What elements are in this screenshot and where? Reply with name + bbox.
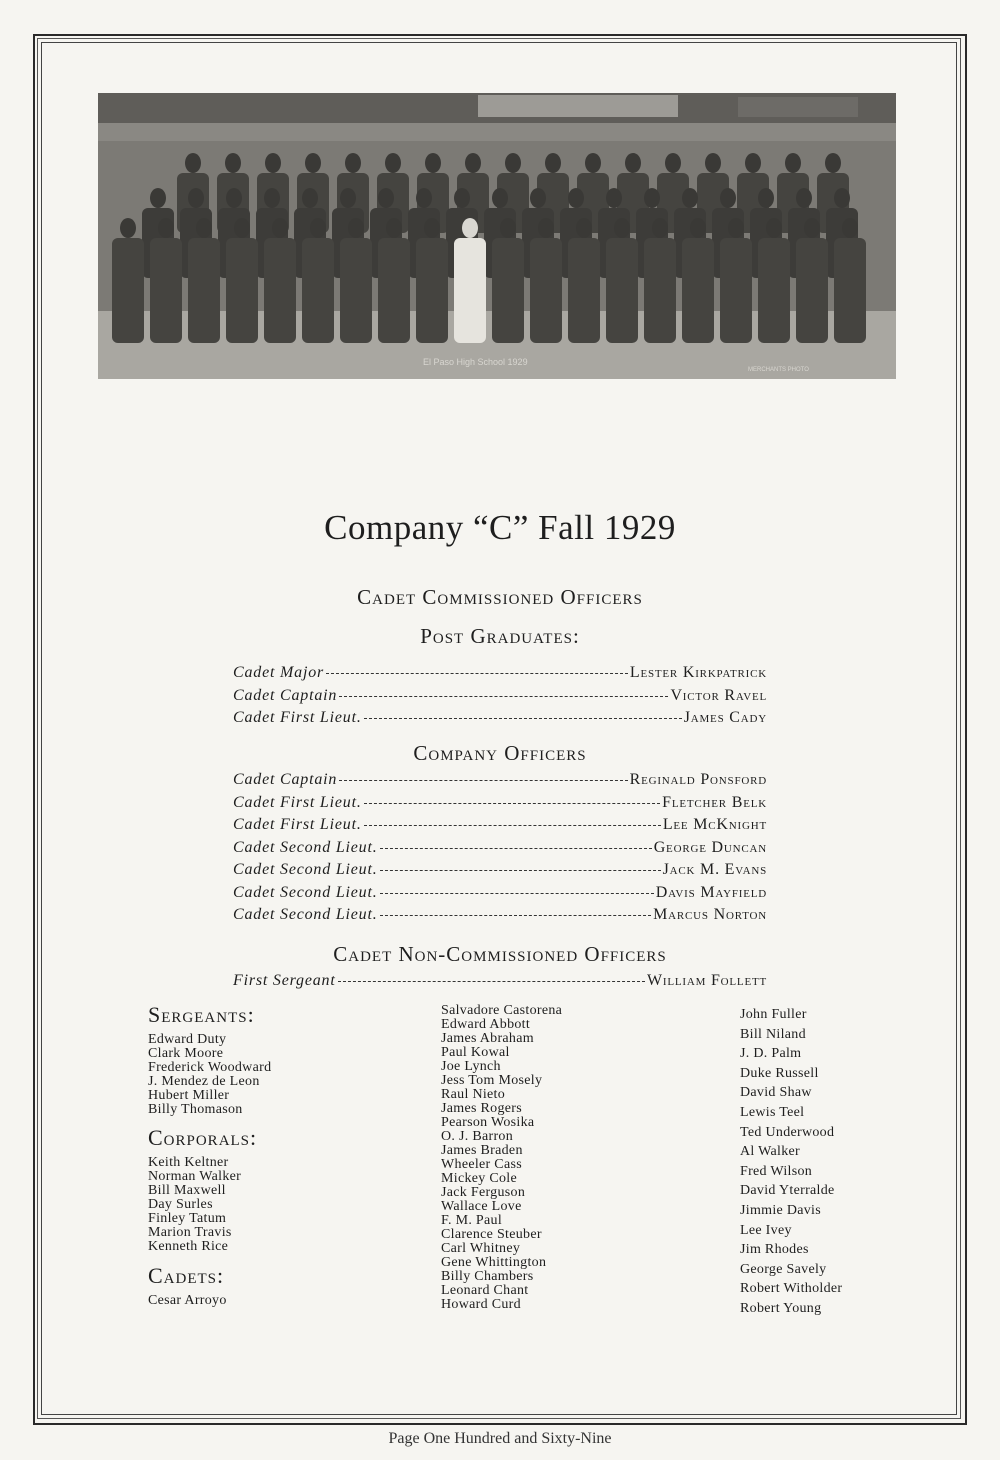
cadet-figure-body [454, 238, 486, 343]
officer-name: Marcus Norton [653, 906, 767, 923]
cadet-figure-body [568, 238, 600, 343]
section-commissioned-heading: Cadet Commissioned Officers [357, 585, 643, 609]
corporal-name: Finley Tatum [148, 1211, 227, 1226]
cadet-figure-head [416, 188, 432, 208]
corporals-heading: Corporals: [148, 1125, 258, 1150]
cadet-name: Raul Nieto [441, 1087, 506, 1102]
dot-leader [364, 825, 661, 826]
cadet-figure-head [340, 188, 356, 208]
cadet-name: Billy Chambers [441, 1269, 534, 1284]
cadet-figure-head [690, 218, 706, 238]
cadet-name: O. J. Barron [441, 1129, 514, 1144]
cadet-figure-head [834, 188, 850, 208]
cadet-figure-body [492, 238, 524, 343]
cadet-figure-head [385, 153, 401, 173]
officer-row [233, 709, 767, 731]
officer-rank: Cadet Second Lieut. [233, 861, 378, 878]
officer-row [233, 794, 767, 816]
cadet-figure-body [720, 238, 752, 343]
officer-row [233, 664, 767, 686]
officer-row [233, 687, 767, 709]
officer-row [233, 816, 767, 838]
cadet-name: Joe Lynch [441, 1059, 501, 1074]
officer-name: Fletcher Belk [662, 793, 767, 811]
dot-leader [339, 696, 668, 697]
cadet-figure-body [644, 238, 676, 343]
cadet-name: Paul Kowal [441, 1045, 510, 1060]
cadet-figure-head [665, 153, 681, 173]
dot-leader [380, 848, 652, 849]
cadet-figure-head [234, 218, 250, 238]
cadet-name: David Yterralde [740, 1183, 835, 1199]
cadet-figure-head [454, 188, 470, 208]
dot-leader [364, 803, 661, 804]
cadet-figure-head [766, 218, 782, 238]
cadet-name: J. D. Palm [740, 1046, 802, 1062]
cadet-figure-head [188, 188, 204, 208]
officer-name: Davis Mayfield [655, 883, 767, 901]
cadet-name: Wallace Love [441, 1199, 522, 1214]
cadet-figure-head [842, 218, 858, 238]
cadet-figure-body [682, 238, 714, 343]
cadet-name: Fred Wilson [740, 1163, 813, 1179]
photo-caption: El Paso High School 1929 [423, 357, 528, 367]
cadet-figure-head [728, 218, 744, 238]
cadet-name: Lewis Teel [740, 1104, 805, 1120]
cadet-name: Robert Witholder [740, 1281, 843, 1297]
officer-row [233, 861, 767, 883]
officer-name: Reginald Ponsford [629, 771, 767, 788]
cadet-figure-head [345, 153, 361, 173]
officer-name: George Duncan [653, 838, 767, 856]
cadet-name: Edward Abbott [441, 1017, 531, 1032]
corporal-name: Bill Maxwell [148, 1183, 226, 1198]
cadet-figure-head [625, 153, 641, 173]
cadet-figure-head [120, 218, 136, 238]
cadet-name: Jess Tom Mosely [441, 1073, 543, 1088]
officer-rank: Cadet Second Lieut. [233, 906, 378, 923]
corporal-name: Marion Travis [148, 1225, 232, 1240]
cadet-figure-head [264, 188, 280, 208]
cadet-figure-head [705, 153, 721, 173]
officer-rank: First Sergeant [233, 972, 336, 989]
cadet-figure-head [185, 153, 201, 173]
cadet-name: James Rogers [441, 1101, 522, 1116]
cadet-name: Jimmie Davis [740, 1202, 821, 1218]
sergeants-list [148, 1033, 271, 1117]
officer-rank: Cadet Major [233, 664, 325, 681]
cadet-name: Howard Curd [441, 1297, 521, 1312]
cadet-figure-body [226, 238, 258, 343]
cadet-figure-head [425, 153, 441, 173]
cadet-name: Cesar Arroyo [148, 1293, 227, 1308]
first-sergeant-row [233, 972, 767, 994]
cadet-figure-head [265, 153, 281, 173]
cadet-name: Robert Young [740, 1300, 822, 1316]
cadet-figure-head [465, 153, 481, 173]
cadet-name: Jack Ferguson [441, 1185, 526, 1200]
cadet-figure-head [576, 218, 592, 238]
cadet-name: Clarence Steuber [441, 1227, 542, 1242]
page-footer: Page One Hundred and Sixty-Nine [388, 1430, 612, 1447]
officer-rank: Cadet First Lieut. [233, 816, 362, 833]
cadet-figure-head [378, 188, 394, 208]
section-company-heading: Company Officers [413, 741, 587, 765]
officer-rank: Cadet Second Lieut. [233, 883, 378, 901]
sergeant-name: Frederick Woodward [148, 1060, 272, 1075]
cadet-figure-body [302, 238, 334, 343]
dot-leader [380, 893, 654, 894]
corporals-list [148, 1156, 241, 1254]
cadet-figure-head [796, 188, 812, 208]
cadet-name: Salvadore Castorena [441, 1003, 563, 1018]
cadet-name: Bill Niland [740, 1026, 806, 1042]
cadet-name: Duke Russell [740, 1065, 819, 1081]
cadet-figure-body [340, 238, 372, 343]
sergeant-name: Edward Duty [148, 1032, 227, 1047]
cadet-figure-body [796, 238, 828, 343]
cadet-figure-head [644, 188, 660, 208]
dot-leader [326, 673, 628, 674]
cadet-figure-head [614, 218, 630, 238]
cadet-figure-head [785, 153, 801, 173]
cadet-name: Carl Whitney [441, 1241, 521, 1256]
officer-row [233, 884, 767, 906]
cadet-figure-head [348, 218, 364, 238]
corporal-name: Day Surles [148, 1197, 213, 1212]
cadet-figure-head [386, 218, 402, 238]
cadet-figure-body [834, 238, 866, 343]
cadet-figure-head [150, 188, 166, 208]
cadet-figure-head [424, 218, 440, 238]
dot-leader [338, 981, 645, 982]
sergeant-name: Billy Thomason [148, 1102, 243, 1117]
cadet-figure-head [545, 153, 561, 173]
cadet-figure-head [272, 218, 288, 238]
officer-row [233, 906, 767, 928]
corporal-name: Kenneth Rice [148, 1239, 229, 1254]
officer-row [233, 771, 767, 793]
cadet-name: Mickey Cole [441, 1171, 518, 1186]
dot-leader [380, 870, 661, 871]
cadet-figure-head [538, 218, 554, 238]
officer-rank: Cadet First Lieut. [233, 793, 362, 811]
cadet-figure-body [112, 238, 144, 343]
cadet-name: Leonard Chant [441, 1283, 529, 1298]
cadet-figure-head [585, 153, 601, 173]
cadet-figure-body [606, 238, 638, 343]
officer-name: William Follett [646, 972, 767, 989]
officer-name: Lester Kirkpatrick [629, 664, 767, 681]
cadet-name: George Savely [740, 1261, 827, 1277]
cadet-figure-head [825, 153, 841, 173]
officer-rank: Cadet First Lieut. [233, 709, 362, 726]
officer-name: James Cady [683, 709, 767, 726]
cadet-figure-head [720, 188, 736, 208]
dot-leader [364, 718, 682, 719]
cadet-figure-head [492, 188, 508, 208]
sergeant-name: J. Mendez de Leon [148, 1074, 260, 1089]
cadets-heading: Cadets: [148, 1263, 225, 1288]
officer-rank: Cadet Captain [233, 686, 338, 704]
cadet-name: F. M. Paul [441, 1213, 503, 1228]
sergeants-heading: Sergeants: [148, 1002, 255, 1027]
cadet-figure-head [500, 218, 516, 238]
cadet-figure-body [188, 238, 220, 343]
section-noncom-heading: Cadet Non-Commissioned Officers [333, 942, 667, 966]
cadet-name: Al Walker [740, 1144, 801, 1160]
cadet-name: James Braden [441, 1143, 523, 1158]
cadet-figure-head [462, 218, 478, 238]
cadets-list-col1 [148, 1294, 227, 1308]
cadets-list-col2 [441, 1004, 562, 1312]
corporal-name: Norman Walker [148, 1169, 242, 1184]
cadet-name: James Abraham [441, 1031, 534, 1046]
cadet-figure-head [305, 153, 321, 173]
cadet-figure-body [758, 238, 790, 343]
cadet-figure-head [682, 188, 698, 208]
section-postgrad-heading: Post Graduates: [420, 624, 580, 648]
cadet-figure-body [416, 238, 448, 343]
cadet-figure-head [225, 153, 241, 173]
cadet-name: Ted Underwood [740, 1124, 835, 1140]
group-photo [98, 93, 896, 379]
cadet-figure-head [505, 153, 521, 173]
officer-row [233, 839, 767, 861]
cadet-name: Jim Rhodes [740, 1242, 809, 1258]
cadet-figure-head [158, 218, 174, 238]
cadet-figure-head [196, 218, 212, 238]
cadet-figure-head [652, 218, 668, 238]
cadet-figure-head [226, 188, 242, 208]
cadet-name: Gene Whittington [441, 1255, 547, 1270]
cadets-list-col3 [740, 1005, 842, 1319]
cadet-figure-head [568, 188, 584, 208]
dot-leader [380, 915, 652, 916]
officer-rank: Cadet Captain [233, 771, 338, 788]
sergeant-name: Clark Moore [148, 1046, 224, 1061]
page-title: Company “C” Fall 1929 [324, 508, 676, 547]
sergeant-name: Hubert Miller [148, 1088, 230, 1103]
cadet-figure-head [530, 188, 546, 208]
cadet-name: Lee Ivey [740, 1222, 792, 1238]
cadet-figure-head [804, 218, 820, 238]
cadet-figure-body [530, 238, 562, 343]
cadet-figure-head [745, 153, 761, 173]
photo-studio-mark: MERCHANTS PHOTO [748, 367, 809, 373]
officer-name: Jack M. Evans [662, 861, 767, 878]
officer-name: Victor Ravel [670, 686, 767, 704]
cadet-name: Pearson Wosika [441, 1115, 535, 1130]
officer-rank: Cadet Second Lieut. [233, 838, 378, 856]
corporal-name: Keith Keltner [148, 1155, 229, 1170]
cadet-figure-body [264, 238, 296, 343]
cadet-figure-head [302, 188, 318, 208]
cadet-figure-head [758, 188, 774, 208]
dot-leader [339, 780, 627, 781]
cadet-figure-body [378, 238, 410, 343]
cadet-figure-body [150, 238, 182, 343]
cadet-name: Wheeler Cass [441, 1157, 522, 1172]
cadet-name: John Fuller [740, 1007, 807, 1022]
cadet-name: David Shaw [740, 1085, 812, 1101]
cadet-figure-head [310, 218, 326, 238]
cadet-figure-head [606, 188, 622, 208]
officer-name: Lee McKnight [662, 816, 767, 833]
